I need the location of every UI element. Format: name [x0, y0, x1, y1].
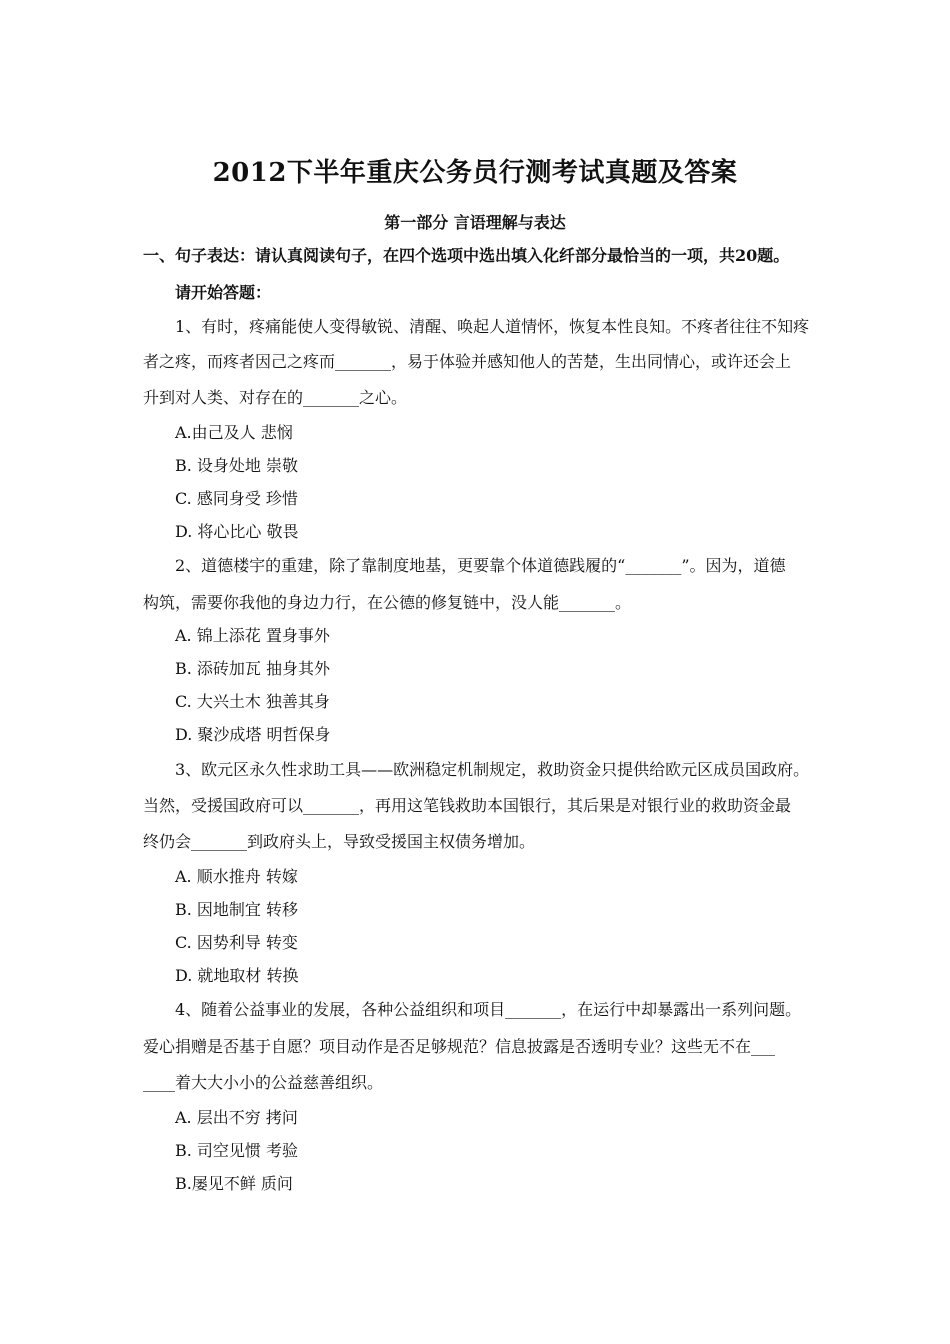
question-1-option-a: A.由己及人 悲悯 — [175, 423, 293, 442]
question-3-line-2: 当然，受援国政府可以_______，再用这笔钱救助本国银行，其后果是对银行业的救助资金最 — [143, 796, 792, 815]
question-2-option-b: B. 添砖加瓦 抽身其外 — [175, 659, 331, 678]
question-4-option-a: A. 层出不穷 拷问 — [175, 1108, 298, 1127]
question-4-option-c: B.屡见不鲜 质问 — [175, 1174, 293, 1193]
part-heading: 第一部分 言语理解与表达 — [384, 213, 566, 232]
question-4-option-b: B. 司空见惯 考验 — [175, 1141, 299, 1160]
question-3-line-3: 终仍会_______到政府头上，导致受援国主权债务增加。 — [143, 832, 536, 851]
question-1-option-b: B. 设身处地 崇敬 — [175, 456, 299, 475]
question-4-line-3: ____着大大小小的公益慈善组织。 — [143, 1073, 384, 1092]
question-1-line-1: 1、有时，疼痛能使人变得敏锐、清醒、唤起人道情怀，恢复本性良知。不疼者往往不知疼 — [175, 317, 810, 336]
question-2-option-c: C. 大兴土木 独善其身 — [175, 692, 330, 711]
question-2-line-1: 2、道德楼宇的重建，除了靠制度地基，更要靠个体道德践履的“_______”。因为，道德 — [175, 556, 786, 575]
document-title: 2012下半年重庆公务员行测考试真题及答案 — [212, 158, 738, 188]
section-heading: 一、句子表达：请认真阅读句子，在四个选项中选出填入化纤部分最恰当的一项，共20题。 — [143, 246, 790, 265]
question-3-option-c: C. 因势利导 转变 — [175, 933, 298, 952]
question-3-line-1: 3、欧元区永久性求助工具——欧洲稳定机制规定，救助资金只提供给欧元区成员国政府。 — [175, 760, 810, 779]
question-1-option-d: D. 将心比心 敬畏 — [175, 522, 299, 541]
question-4-line-1: 4、随着公益事业的发展，各种公益组织和项目_______，在运行中却暴露出一系列问题。 — [175, 1000, 802, 1019]
question-2-option-a: A. 锦上添花 置身事外 — [175, 626, 330, 645]
question-2-line-2: 构筑，需要你我他的身边力行，在公德的修复链中，没人能_______。 — [143, 593, 632, 612]
question-4-line-2: 爱心捐赠是否基于自愿？项目动作是否足够规范？信息披露是否透明专业？这些无不在___ — [143, 1037, 776, 1056]
question-3-option-b: B. 因地制宜 转移 — [175, 900, 299, 919]
question-1-line-2: 者之疼，而疼者因己之疼而_______，易于体验并感知他人的苦楚，生出同情心，或许还会上 — [143, 352, 792, 371]
question-3-option-d: D. 就地取材 转换 — [175, 966, 299, 985]
question-1-option-c: C. 感同身受 珍惜 — [175, 489, 298, 508]
question-2-option-d: D. 聚沙成塔 明哲保身 — [175, 725, 331, 744]
question-3-option-a: A. 顺水推舟 转嫁 — [175, 867, 298, 886]
question-1-line-3: 升到对人类、对存在的_______之心。 — [143, 388, 408, 407]
start-prompt: 请开始答题： — [175, 283, 272, 302]
